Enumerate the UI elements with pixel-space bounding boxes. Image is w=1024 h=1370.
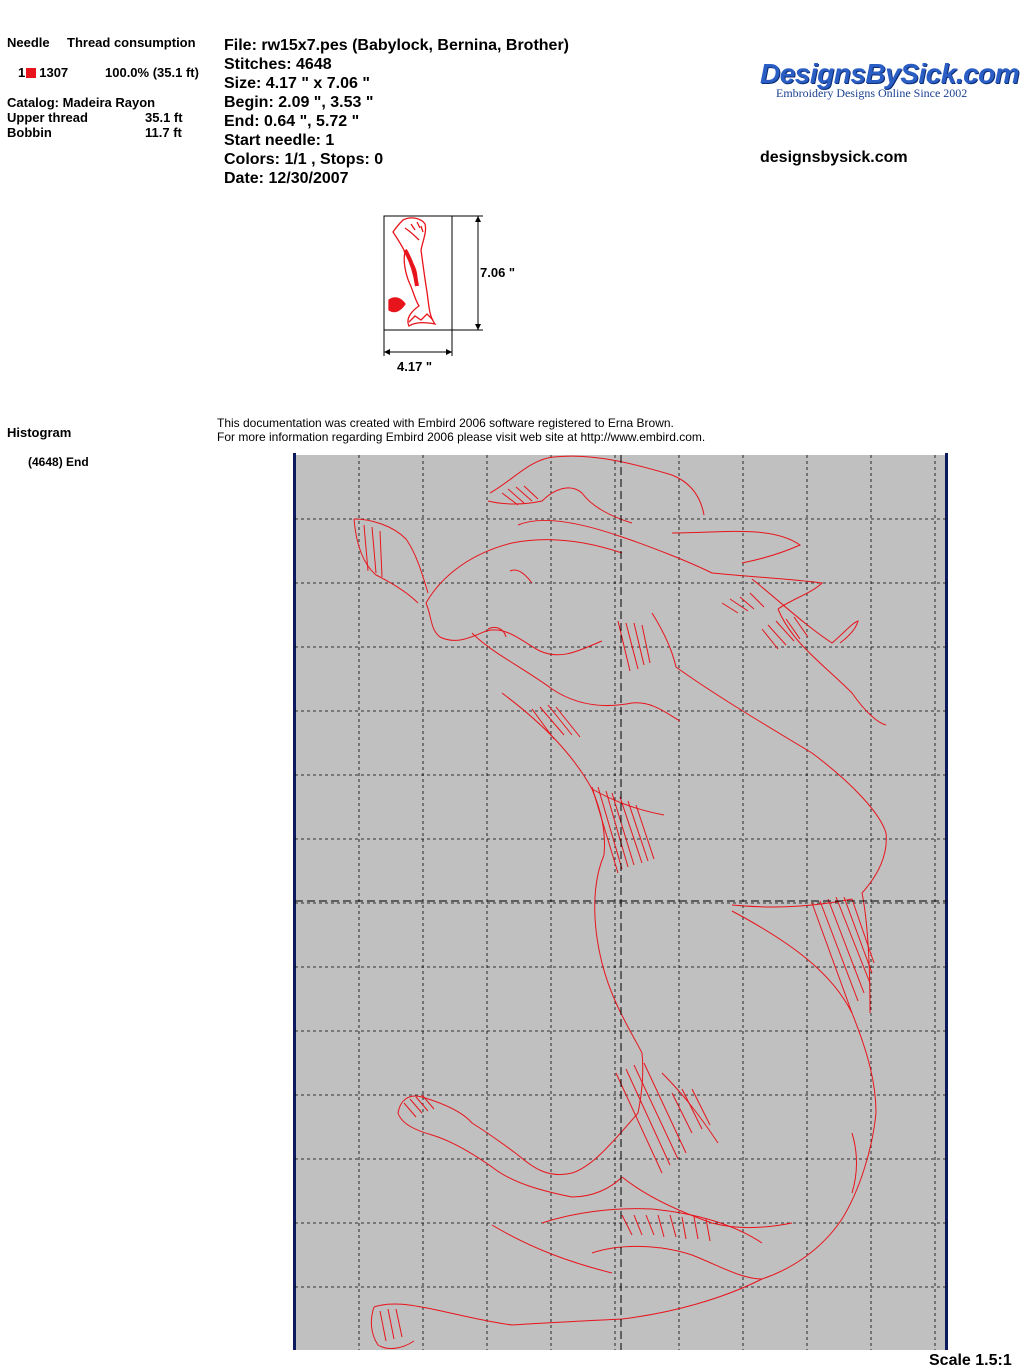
note-line-2: For more information regarding Embird 2006 please visit web site at http://www.embird.com. — [217, 430, 706, 444]
begin-position: Begin: 2.09 ", 3.53 " — [224, 94, 374, 111]
histogram-title: Histogram — [7, 425, 72, 440]
thumbnail-width-label: 4.17 " — [397, 359, 433, 374]
colors-stops: Colors: 1/1 , Stops: 0 — [224, 151, 384, 168]
documentation-note — [217, 416, 705, 444]
logo — [760, 58, 1020, 101]
stitch-count: 1307 — [39, 65, 69, 80]
needle-number: 1 — [18, 65, 26, 80]
file-info — [224, 36, 569, 188]
thread-consumption-value: 100.0% (35.1 ft) — [105, 65, 199, 80]
upper-thread-value: 35.1 ft — [145, 110, 183, 125]
stitch-total: Stitches: 4648 — [224, 56, 332, 73]
thumbnail-height-label: 7.06 " — [480, 265, 516, 280]
histogram-entry: (4648) End — [28, 455, 89, 469]
upper-thread-label: Upper thread — [7, 110, 88, 125]
catalog-label: Catalog: Madeira Rayon — [7, 95, 156, 110]
file-name: File: rw15x7.pes (Babylock, Bernina, Brother) — [224, 37, 569, 54]
design-size: Size: 4.17 " x 7.06 " — [224, 75, 370, 92]
design-date: Date: 12/30/2007 — [224, 170, 349, 187]
end-position: End: 0.64 ", 5.72 " — [224, 113, 360, 130]
start-needle: Start needle: 1 — [224, 132, 335, 149]
note-line-1: This documentation was created with Embird 2006 software registered to Erna Brown. — [217, 416, 674, 430]
design-thumbnail — [375, 210, 535, 380]
thread-consumption-header: Thread consumption — [67, 35, 196, 50]
scale-label: Scale 1.5:1 — [929, 1352, 1012, 1369]
logo-tagline: Embroidery Designs Online Since 2002 — [776, 86, 968, 100]
bobbin-label: Bobbin — [7, 125, 52, 140]
website-url: designsbysick.com — [760, 149, 908, 166]
thread-color-swatch — [26, 68, 36, 78]
hoop-preview — [292, 453, 950, 1350]
bobbin-value: 11.7 ft — [145, 125, 182, 140]
thread-row — [18, 65, 68, 80]
needle-column-header: Needle — [7, 35, 50, 50]
logo-wordmark: DesignsBySick.com — [760, 58, 1020, 89]
